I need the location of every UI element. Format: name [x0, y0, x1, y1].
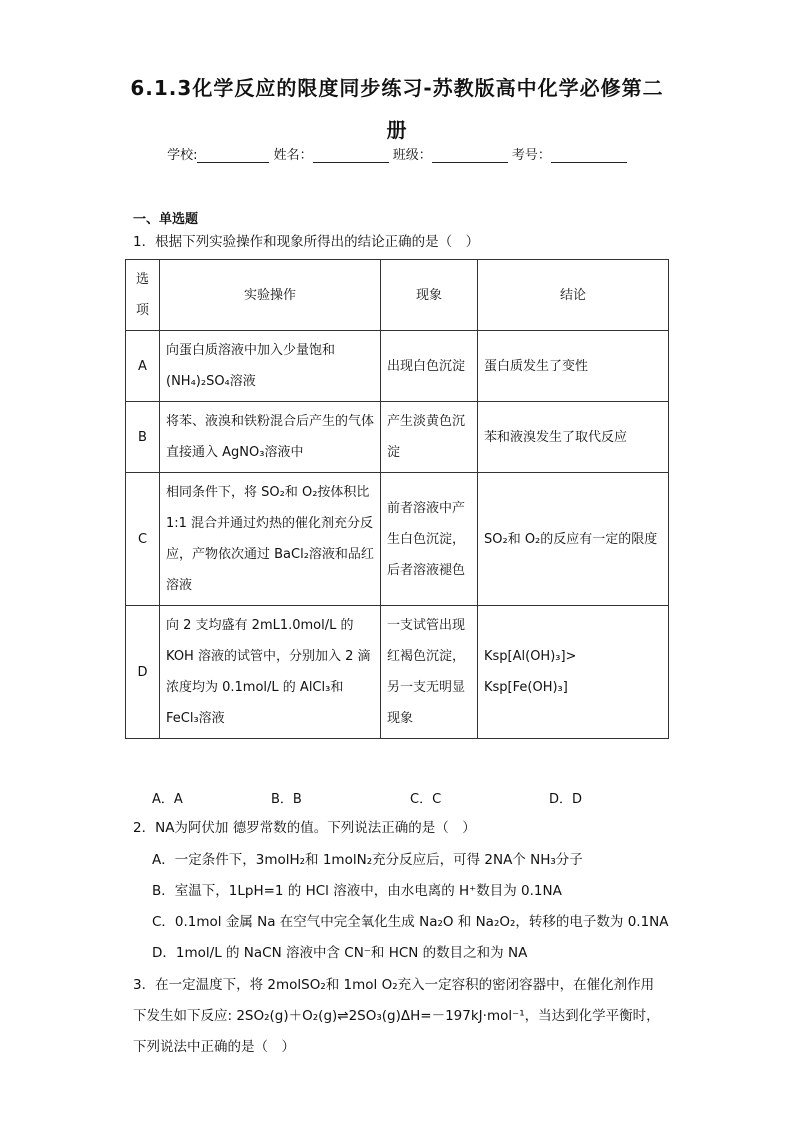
- header-option: 选项: [126, 260, 160, 331]
- row-key: D: [126, 606, 160, 739]
- row-operation: 将苯、液溴和铁粉混合后产生的气体直接通入 AgNO₃溶液中: [160, 402, 381, 473]
- table-row: [126, 606, 669, 739]
- q3-stem-line2: 下发生如下反应: 2SO₂(g)＋O₂(g)⇌2SO₃(g)ΔH=－197kJ·mol⁻¹，当达到化学平衡时，: [133, 1008, 660, 1024]
- row-key: B: [126, 402, 160, 473]
- row-key: A: [126, 331, 160, 402]
- student-info-row: [0, 144, 794, 163]
- section-heading: 一、单选题: [133, 212, 199, 227]
- name-blank[interactable]: [313, 148, 389, 163]
- q3-stem-line1: 3．在一定温度下，将 2molSO₂和 1mol O₂充入一定容积的密闭容器中，在催化剂作用: [133, 977, 655, 993]
- row-conclusion: 蛋白质发生了变性: [478, 331, 669, 402]
- school-label: 学校:: [167, 148, 198, 163]
- doc-title-line2: 册: [386, 118, 408, 142]
- q1-stem: 1．根据下列实验操作和现象所得出的结论正确的是（ ）: [133, 234, 480, 250]
- row-operation: 相同条件下，将 SO₂和 O₂按体积比 1:1 混合并通过灼热的催化剂充分反应，产物依次通过 BaCl₂溶液和品红溶液: [160, 473, 381, 606]
- row-phenomenon: 前者溶液中产生白色沉淀，后者溶液褪色: [381, 473, 478, 606]
- row-phenomenon: 一支试管出现红褐色沉淀，另一支无明显现象: [381, 606, 478, 739]
- row-operation-line: (NH₄)₂SO₄溶液: [166, 374, 256, 389]
- row-phenomenon: 出现白色沉淀: [381, 331, 478, 402]
- table-header-row: [126, 260, 669, 331]
- table-row: [126, 402, 669, 473]
- doc-title-line1: 6.1.3化学反应的限度同步练习-苏教版高中化学必修第二: [130, 76, 664, 100]
- q2-option-b[interactable]: B．室温下，1LpH=1 的 HCl 溶液中，由水电离的 H⁺数目为 0.1NA: [152, 883, 562, 899]
- exam-no-label: 考号：: [511, 148, 551, 163]
- row-conclusion: Ksp[Al(OH)₃]> Ksp[Fe(OH)₃]: [478, 606, 669, 739]
- q1-table: [125, 259, 669, 739]
- row-operation-line: 向蛋白质溶液中加入少量饱和: [166, 343, 336, 358]
- exam-no-blank[interactable]: [551, 148, 627, 163]
- row-operation: [160, 331, 381, 402]
- table-row: [126, 473, 669, 606]
- q1-option-c[interactable]: C．C: [410, 792, 442, 807]
- row-operation: 向 2 支均盛有 2mL1.0mol/L 的 KOH 溶液的试管中，分别加入 2 滴浓度均为 0.1mol/L 的 AlCl₃和 FeCl₃溶液: [160, 606, 381, 739]
- q2-option-d[interactable]: D．1mol/L 的 NaCN 溶液中含 CN⁻和 HCN 的数目之和为 NA: [152, 945, 528, 961]
- table-row: [126, 331, 669, 402]
- q2-stem: 2．NA为阿伏加 德罗常数的值。下列说法正确的是（ ）: [133, 820, 476, 836]
- row-conclusion: SO₂和 O₂的反应有一定的限度: [478, 473, 669, 606]
- row-conclusion: 苯和液溴发生了取代反应: [478, 402, 669, 473]
- class-label: 班级：: [392, 148, 432, 163]
- q2-option-a[interactable]: A．一定条件下，3molH₂和 1molN₂充分反应后，可得 2NA个 NH₃分子: [152, 852, 583, 868]
- header-operation: 实验操作: [160, 260, 381, 331]
- row-key: C: [126, 473, 160, 606]
- q2-option-c[interactable]: C．0.1mol 金属 Na 在空气中完全氧化生成 Na₂O 和 Na₂O₂，转移的电子数为 0.1NA: [152, 914, 669, 930]
- q1-option-d[interactable]: D．D: [549, 792, 583, 807]
- school-blank[interactable]: [197, 148, 269, 163]
- name-label: 姓名：: [273, 148, 313, 163]
- q1-option-a[interactable]: A．A: [152, 792, 183, 807]
- class-blank[interactable]: [432, 148, 508, 163]
- q3-stem-line3: 下列说法中正确的是（ ）: [133, 1039, 295, 1055]
- header-conclusion: 结论: [478, 260, 669, 331]
- row-phenomenon: 产生淡黄色沉淀: [381, 402, 478, 473]
- header-phenomenon: 现象: [381, 260, 478, 331]
- q1-option-b[interactable]: B．B: [271, 792, 302, 807]
